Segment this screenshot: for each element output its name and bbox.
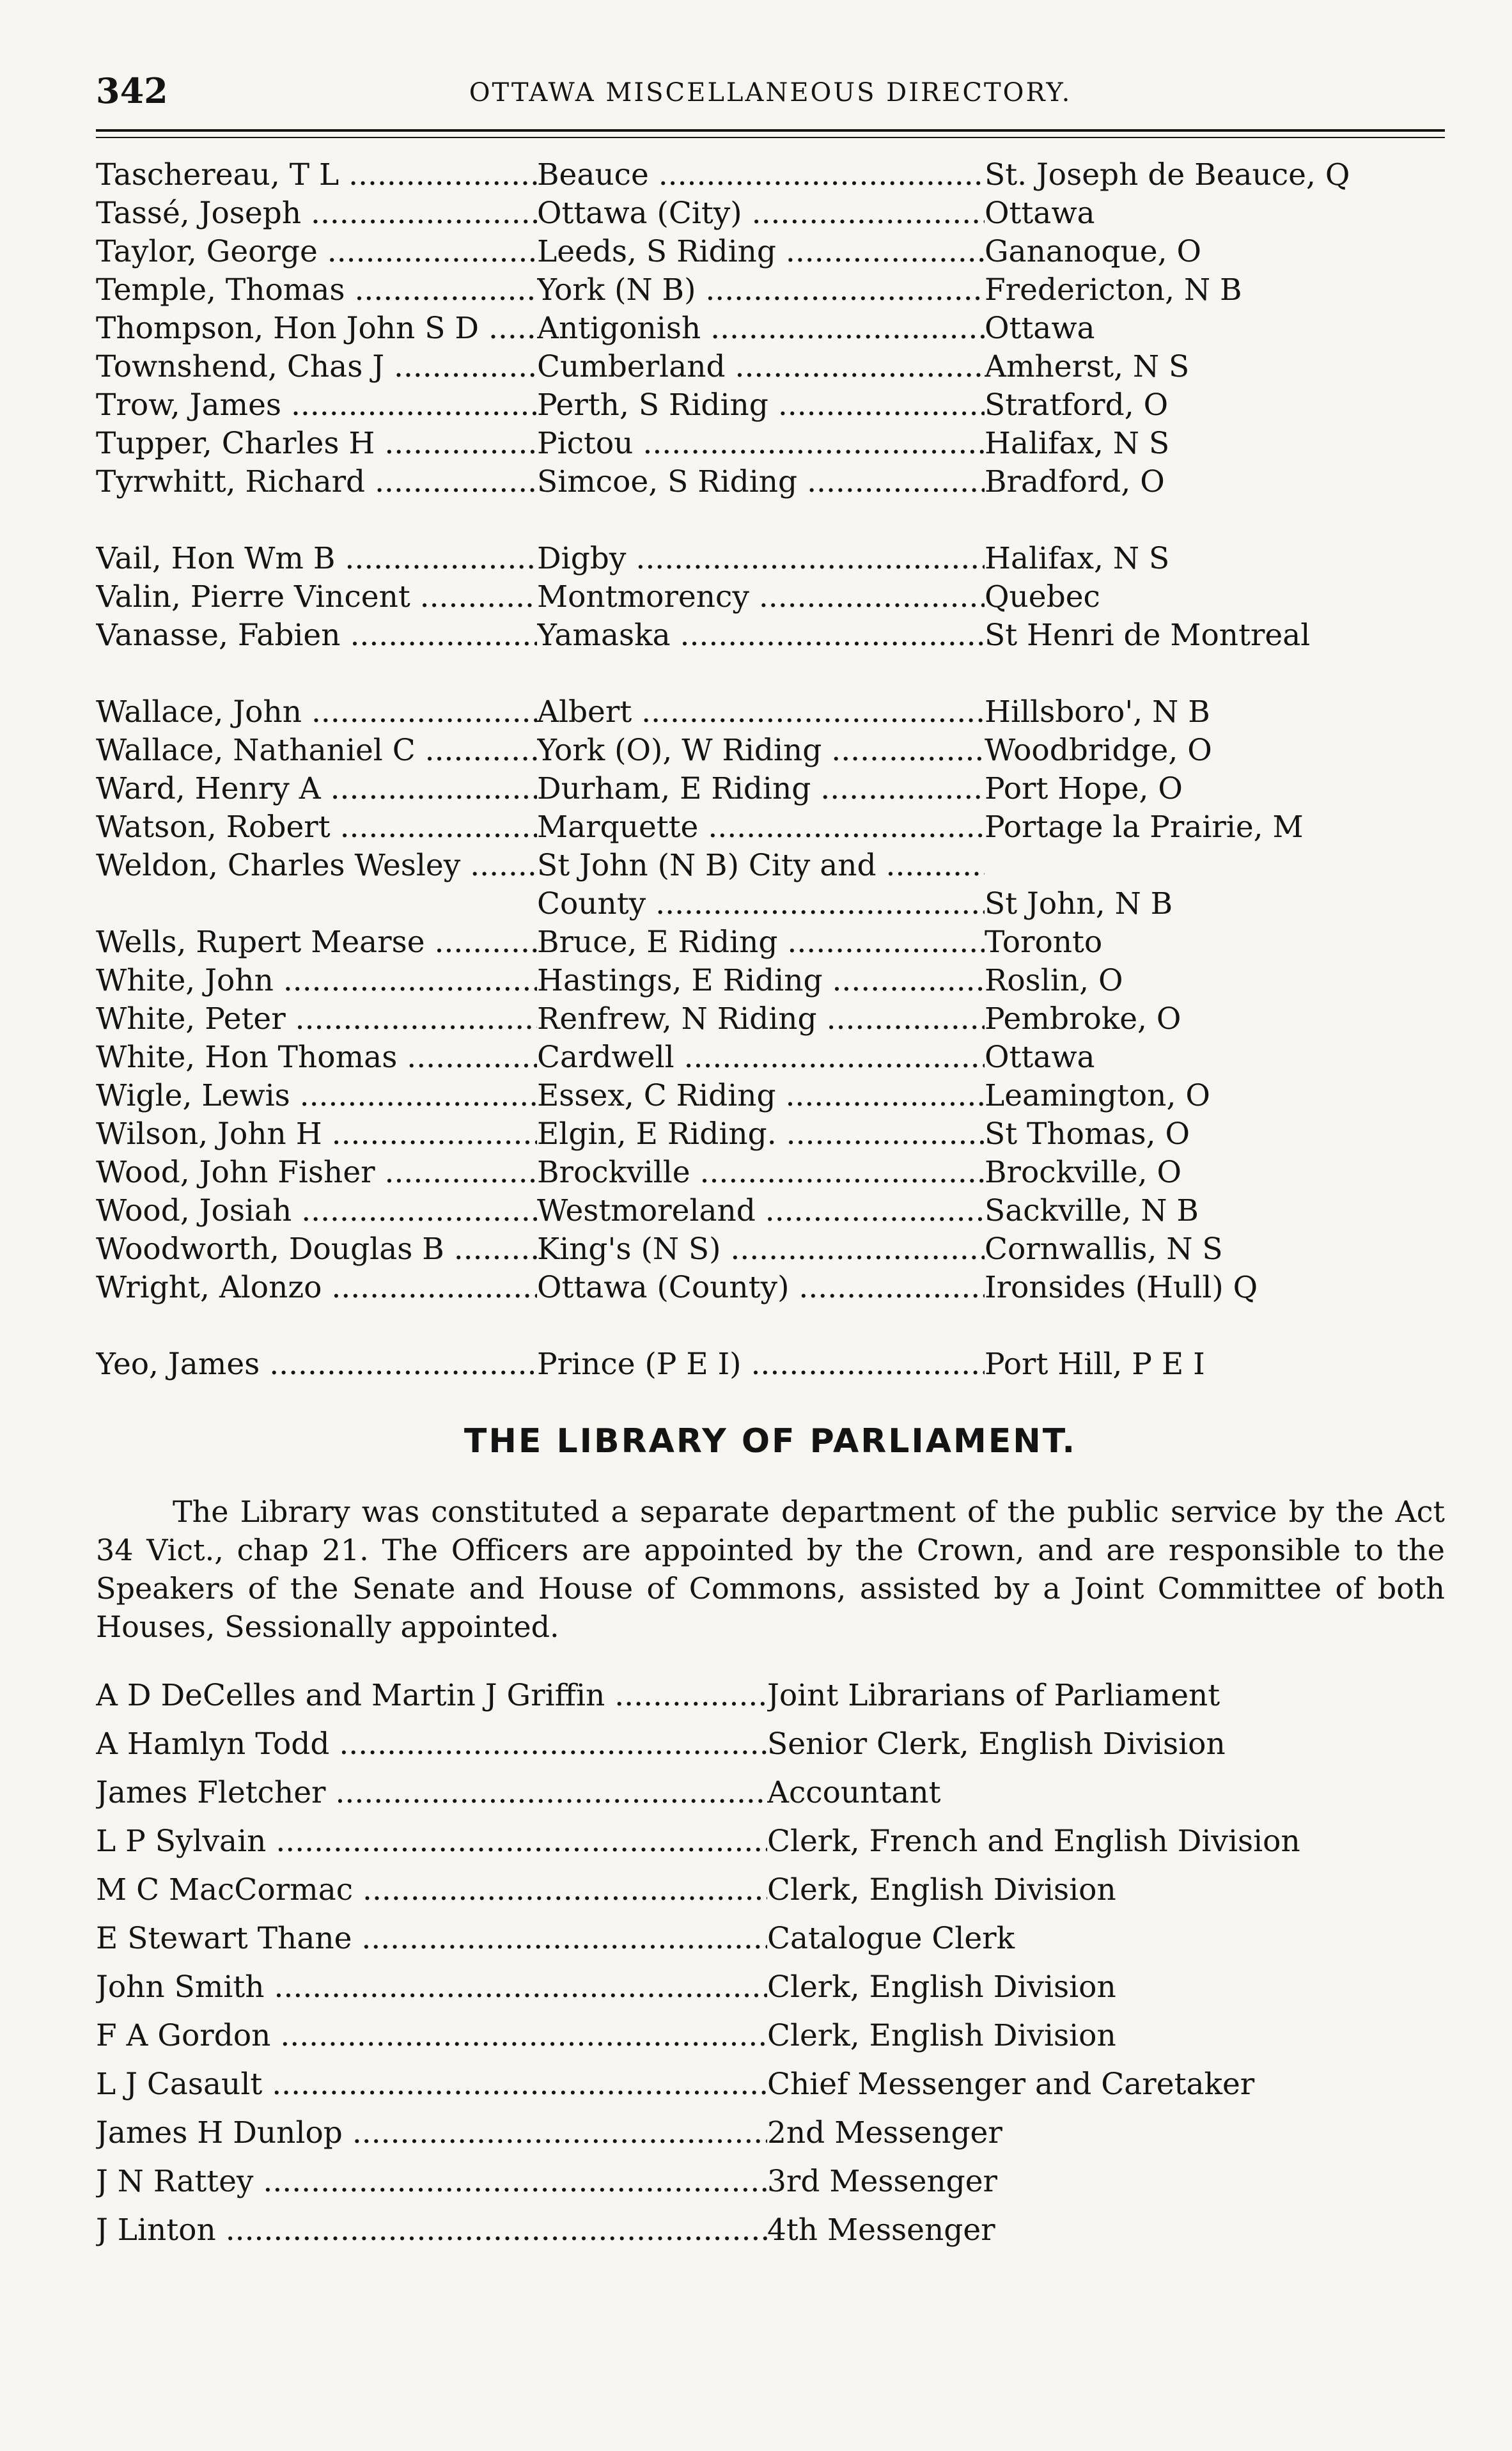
officer-position: Chief Messenger and Caretaker [767,2067,1255,2102]
constituency: Renfrew, N Riding ..... [537,1000,985,1038]
member-name: Tyrwhitt, Richard ..... [96,463,537,501]
directory-row [96,309,1445,348]
constituency: York (N B) ..... [537,271,985,309]
member-name: Vail, Hon Wm B ..... [96,540,537,578]
officer-name: L J Casault ..... [96,2060,767,2109]
constituency: Brockville ..... [537,1154,985,1192]
constituency: Simcoe, S Riding ..... [537,463,985,501]
directory-row [96,923,1445,962]
directory-group [96,156,1445,501]
officer-position: Senior Clerk, English Division [767,1727,1226,1762]
constituency: County ..... [537,885,985,923]
directory-row [96,1115,1445,1154]
residence: Ironsides (Hull) Q [985,1270,1258,1305]
residence: Roslin, O [985,963,1123,998]
officer-name: L P Sylvain ..... [96,1817,767,1866]
residence: Sackville, N B [985,1193,1199,1228]
directory-row [96,1038,1445,1077]
constituency: Yamaska ..... [537,616,985,655]
directory-group [96,540,1445,655]
directory-row [96,1269,1445,1307]
officer-name: J Linton ..... [96,2206,767,2255]
directory-row [96,156,1445,194]
library-officers-list [96,1672,1445,2255]
member-name: Wallace, Nathaniel C ..... [96,732,537,770]
residence: Halifax, N S [985,426,1170,461]
constituency: Pictou ..... [537,425,985,463]
constituency: Bruce, E Riding ..... [537,923,985,962]
residence: Quebec [985,579,1100,615]
officer-position: Clerk, French and English Division [767,1824,1300,1859]
member-name: Watson, Robert ..... [96,808,537,847]
officer-position: Clerk, English Division [767,2018,1116,2053]
directory-row [96,1345,1445,1384]
constituency: Beauce ..... [537,156,985,194]
residence: Gananoque, O [985,234,1202,269]
constituency: King's (N S) ..... [537,1230,985,1269]
members-directory [96,156,1445,1384]
officer-row [96,2012,1445,2060]
member-name: Yeo, James ..... [96,1345,537,1384]
officer-row [96,1817,1445,1866]
directory-row [96,847,1445,885]
officer-row [96,1720,1445,1769]
directory-group [96,693,1445,1307]
constituency: Durham, E Riding ..... [537,770,985,808]
residence: Brockville, O [985,1155,1181,1190]
directory-row [96,1154,1445,1192]
officer-row [96,2060,1445,2109]
constituency: Digby ..... [537,540,985,578]
member-name: Wright, Alonzo ..... [96,1269,537,1307]
running-title: OTTAWA MISCELLANEOUS DIRECTORY. [469,78,1072,107]
officer-position: Clerk, English Division [767,1872,1116,1907]
directory-row [96,1230,1445,1269]
directory-row [96,271,1445,309]
directory-row [96,348,1445,386]
member-name: Wood, Josiah ..... [96,1192,537,1230]
officer-position: Accountant [767,1775,941,1810]
residence: Pembroke, O [985,1001,1181,1037]
officer-row [96,1963,1445,2012]
section-title: THE LIBRARY OF PARLIAMENT. [464,1422,1077,1460]
member-name: Wilson, John H ..... [96,1115,537,1154]
member-name: Thompson, Hon John S D ..... [96,309,537,348]
officer-row [96,2206,1445,2255]
directory-row [96,808,1445,847]
residence: Amherst, N S [985,349,1190,384]
residence: Fredericton, N B [985,272,1242,308]
directory-page [96,70,1445,2255]
officer-row [96,1672,1445,1720]
residence: Ottawa [985,311,1095,346]
page-number: 342 [96,70,168,111]
constituency: Elgin, E Riding. ..... [537,1115,985,1154]
member-name: Temple, Thomas ..... [96,271,537,309]
constituency: Cumberland ..... [537,348,985,386]
directory-row [96,885,1445,923]
officer-row [96,1769,1445,1817]
officer-position: 4th Messenger [767,2212,995,2248]
page-header [96,70,1445,121]
residence: Toronto [985,925,1103,960]
residence: Hillsboro', N B [985,694,1210,730]
constituency: York (O), W Riding ..... [537,732,985,770]
library-description: The Library was constituted a separate department of the public service by the Act 34 Vict., chap 21. The Officers are appointed by the Crown, and are responsible to the Speakers of the Senate and House of Commons, assisted by a Joint Committee of both Houses, Sessionally appointed. [96,1494,1445,1644]
residence: Halifax, N S [985,541,1170,576]
member-name: Townshend, Chas J ..... [96,348,537,386]
directory-row [96,463,1445,501]
constituency: Ottawa (County) ..... [537,1269,985,1307]
member-name: Taschereau, T L ..... [96,156,537,194]
header-rule [96,129,1445,132]
header-rule-thin [96,137,1445,138]
constituency: Prince (P E I) ..... [537,1345,985,1384]
officer-name: F A Gordon ..... [96,2012,767,2060]
officer-row [96,1866,1445,1915]
constituency: Albert ..... [537,693,985,732]
directory-row [96,693,1445,732]
officer-position: Joint Librarians of Parliament [767,1678,1220,1713]
directory-row [96,962,1445,1000]
constituency: Antigonish ..... [537,309,985,348]
residence: Ottawa [985,196,1095,231]
directory-row [96,616,1445,655]
member-name: Woodworth, Douglas B ..... [96,1230,537,1269]
member-name: Trow, James ..... [96,386,537,425]
residence: St Thomas, O [985,1116,1190,1152]
constituency: Perth, S Riding ..... [537,386,985,425]
member-name: Tupper, Charles H ..... [96,425,537,463]
residence: Leamington, O [985,1078,1210,1113]
member-name: Valin, Pierre Vincent ..... [96,578,537,616]
constituency: Marquette ..... [537,808,985,847]
officer-position: Clerk, English Division [767,1969,1116,2005]
constituency: Cardwell ..... [537,1038,985,1077]
member-name: Wells, Rupert Mearse ..... [96,923,537,962]
officer-name: A D DeCelles and Martin J Griffin ..... [96,1672,767,1720]
constituency: Essex, C Riding ..... [537,1077,985,1115]
member-name: Wood, John Fisher ..... [96,1154,537,1192]
directory-row [96,1000,1445,1038]
residence: Port Hope, O [985,771,1183,806]
residence: St. Joseph de Beauce, Q [985,157,1350,192]
constituency: Hastings, E Riding ..... [537,962,985,1000]
member-name: Wallace, John ..... [96,693,537,732]
residence: Port Hill, P E I [985,1347,1205,1382]
officer-row [96,1915,1445,1963]
residence: St John, N B [985,886,1173,921]
directory-row [96,578,1445,616]
directory-row [96,386,1445,425]
directory-group [96,1345,1445,1384]
officer-name: M C MacCormac ..... [96,1866,767,1915]
residence: St Henri de Montreal [985,618,1311,653]
member-name: Tassé, Joseph ..... [96,194,537,233]
directory-row [96,194,1445,233]
constituency: Leeds, S Riding ..... [537,233,985,271]
officer-name: James Fletcher ..... [96,1769,767,1817]
directory-row [96,540,1445,578]
directory-row [96,425,1445,463]
officer-position: Catalogue Clerk [767,1921,1015,1956]
directory-row [96,732,1445,770]
member-name: White, Peter ..... [96,1000,537,1038]
directory-row [96,770,1445,808]
residence: Woodbridge, O [985,733,1212,768]
member-name: Wigle, Lewis ..... [96,1077,537,1115]
officer-name: E Stewart Thane ..... [96,1915,767,1963]
constituency: Montmorency ..... [537,578,985,616]
officer-name: James H Dunlop ..... [96,2109,767,2157]
directory-row [96,233,1445,271]
member-name: White, John ..... [96,962,537,1000]
constituency: Ottawa (City) ..... [537,194,985,233]
officer-row [96,2109,1445,2157]
officer-name: John Smith ..... [96,1963,767,2012]
residence: Ottawa [985,1040,1095,1075]
residence: Stratford, O [985,388,1169,423]
member-name: Vanasse, Fabien ..... [96,616,537,655]
constituency: Westmoreland ..... [537,1192,985,1230]
officer-position: 3rd Messenger [767,2164,998,2199]
member-name: Ward, Henry A ..... [96,770,537,808]
member-name: Taylor, George ..... [96,233,537,271]
residence: Cornwallis, N S [985,1232,1223,1267]
officer-row [96,2157,1445,2206]
member-name: White, Hon Thomas ..... [96,1038,537,1077]
officer-position: 2nd Messenger [767,2115,1002,2150]
officer-name: J N Rattey ..... [96,2157,767,2206]
directory-row [96,1077,1445,1115]
directory-row [96,1192,1445,1230]
residence: Portage la Prairie, M [985,810,1304,845]
residence: Bradford, O [985,464,1165,499]
member-name: Weldon, Charles Wesley ..... [96,847,537,885]
constituency: St John (N B) City and ..... [537,847,985,885]
officer-name: A Hamlyn Todd ..... [96,1720,767,1769]
